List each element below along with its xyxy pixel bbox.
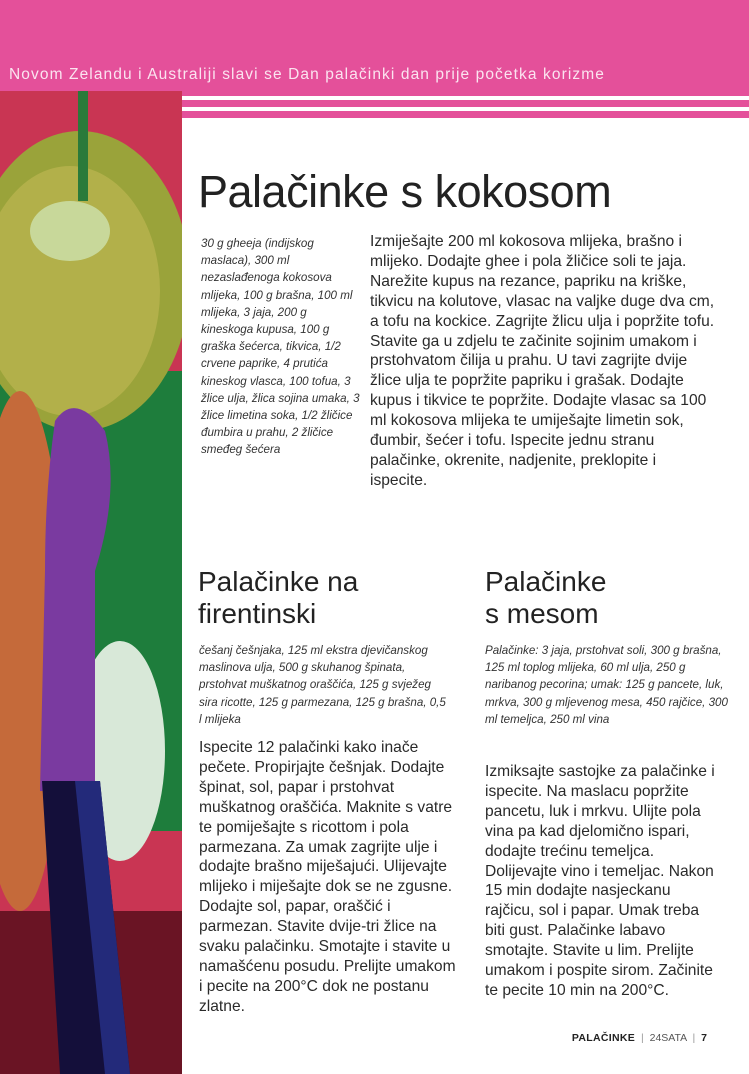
recipe-title-florentine-line1: Palačinke na — [198, 566, 359, 597]
food-photo-illustration — [0, 91, 182, 1074]
recipe-title-florentine-line2: firentinski — [198, 598, 317, 629]
instructions-coconut: Izmiješajte 200 ml kokosova mlijeka, brašno i mlijeko. Dodajte ghee i pola žličice soli te jaja. Narežite kupus na rezance, papriku na kriške, tikvicu na kolutove, vlasac na valjke duge dva cm, a tofu na kockice. Zagrijte žlicu ulja i popržite tofu. Stavite ga u zdjelu te začinite sojinim umakom i prstohvatom čilija u prahu. U tavi zagrijte dvije žlice ulja te popržite papriku i grašak. Dodajte kupus i tikvice te popržite. Dodajte vlasac sa 100 ml kokosova mlijeka te umiješajte limetin sok, đumbir, šećer i tofu. Ispecite jednu stranu palačinke, okrenite, nadjenite, preklopite i ispecite. — [370, 233, 715, 489]
footer-separator: | — [640, 1032, 644, 1044]
header-banner — [0, 0, 749, 91]
recipe-title-meat-line1: Palačinke — [485, 566, 607, 597]
page-footer — [572, 1032, 707, 1044]
recipe-title-meat — [485, 566, 606, 630]
recipe-title-meat-line2: s mesom — [485, 598, 599, 629]
ingredients-coconut: 30 g gheeja (indijskog maslaca), 300 ml nezaslađenoga kokosova mlijeka, 100 g brašna, 100 ml mlijeka, 3 jaja, 200 g kineskoga kupusa, 100 g graška šećerca, tikvica, 1/2 crvene paprike, 4 prutića kineskog vlasca, 100 tofua, 3 žlice ulja, žlica sojina umaka, 3 žlice limetina soka, 1/2 žličice đumbira u prahu, 2 žličice smeđeg šećera — [201, 237, 360, 457]
ingredients-meat: Palačinke: 3 jaja, prstohvat soli, 300 g brašna, 125 ml toplog mlijeka, 60 ml ulja, 250 g naribanog pecorina; umak: 125 g pancete, luk, mrkva, 300 g mljevenog mesa, 450 rajčice, 300 ml temeljca, 250 ml vina — [485, 644, 728, 726]
footer-section-name: PALAČINKE — [571, 1032, 636, 1044]
footer-separator: | — [692, 1032, 696, 1044]
recipe-title-coconut: Palačinke s kokosom — [198, 166, 612, 217]
ingredients-florentine: češanj češnjaka, 125 ml ekstra djevičanskog maslinova ulja, 500 g skuhanog špinata, prstohvat muškatnog oraščića, 125 g svježeg sira ricotte, 125 g parmezana, 125 g brašna, 0,5 l mlijeka — [199, 644, 446, 726]
recipe-title-florentine — [198, 566, 358, 630]
page-number: 7 — [701, 1032, 707, 1044]
food-photo — [0, 91, 182, 1074]
instructions-florentine: Ispecite 12 palačinki kako inače pečete. Propirjajte češnjak. Dodajte špinat, sol, papar i prstohvat muškatnog oraščića. Maknite s vatre te pomiješajte s ricottom i pola parmezana. Za umak zagrijte ulje i dodajte brašno miješajući. Ulijevajte mlijeko i miješajte dok se ne zgusne. Dodajte sol, papar, oraščić i parmezan. Stavite dvije-tri žlice na svaku palačinku. Smotajte i stavite u namašćenu posudu. Prelijte umakom i pecite na 200°C dok ne postanu zlatne. — [199, 739, 456, 1015]
footer-publication: 24SATA — [649, 1032, 687, 1044]
instructions-meat: Izmiksajte sastojke za palačinke i ispecite. Na maslacu popržite pancetu, luk i mrkvu. Ulijte pola vina pa kad djelomično ispari, dodajte trećinu temeljca. Dolijevajte vino i temeljac. Nakon 15 min dodajte nasjeckanu rajčicu, sol i papar. Umak treba biti gust. Palačinke labavo smotajte. Stavite u lim. Prelijte umakom i pospite sirom. Začinite te pecite 10 min na 200°C. — [485, 763, 715, 999]
header-banner-text: Novom Zelandu i Australiji slavi se Dan palačinki dan prije početka korizme — [9, 66, 605, 83]
